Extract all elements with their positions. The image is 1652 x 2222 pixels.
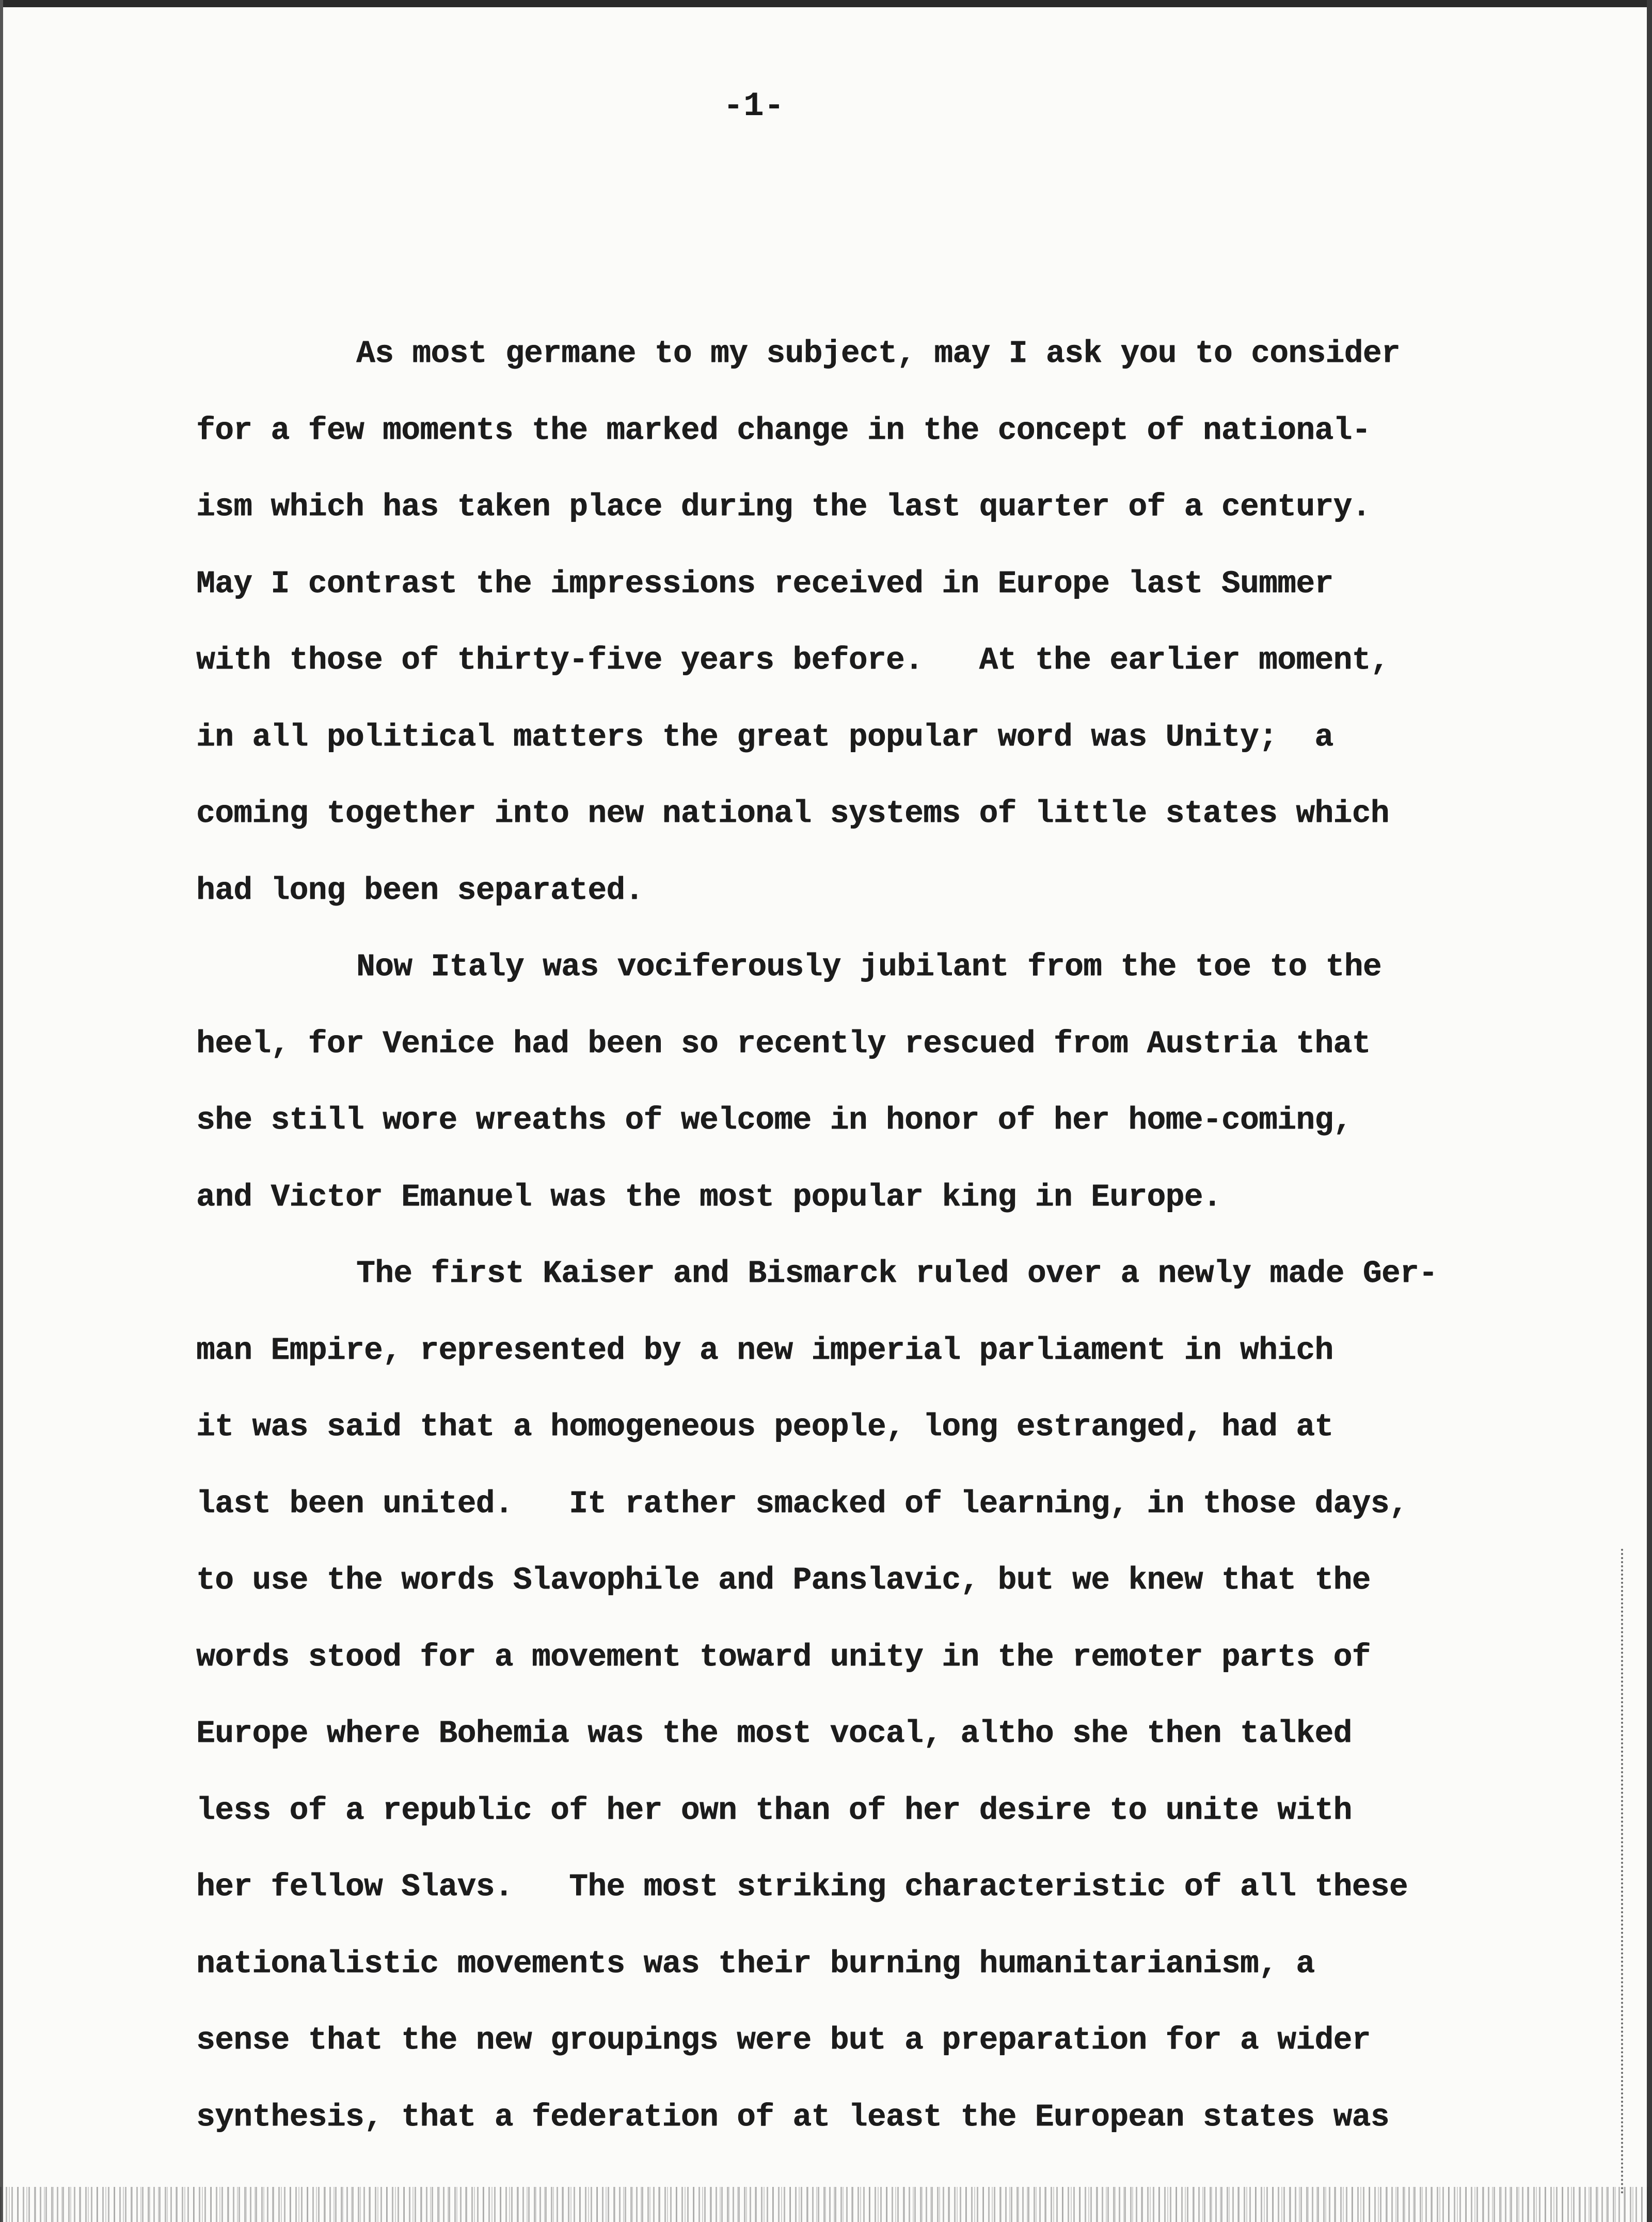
text-line: sense that the new groupings were but a preparation for a wider (196, 2023, 1371, 2058)
text-line: coming together into new national systems of little states which (196, 796, 1389, 832)
scan-edge-bottom (0, 2187, 1652, 2222)
text-line: Now Italy was vociferously jubilant from the toe to the (356, 949, 1381, 985)
text-line: ism which has taken place during the last quarter of a century. (196, 489, 1371, 525)
text-line: man Empire, represented by a new imperial parliament in which (196, 1332, 1333, 1369)
text-line: she still wore wreaths of welcome in honor of her home-coming, (196, 1103, 1352, 1138)
text-line: her fellow Slavs. The most striking characteristic of all these (196, 1869, 1408, 1905)
text-line: nationalistic movements was their burning humanitarianism, a (196, 1946, 1315, 1982)
scan-edge-right-dots (1621, 1549, 1625, 2194)
text-line: synthesis, that a federation of at least the European states was (196, 2099, 1389, 2135)
paragraph (196, 316, 1507, 929)
text-line: The first Kaiser and Bismarck ruled over a newly made Ger- (356, 1256, 1438, 1292)
text-line: in all political matters the great popular word was Unity; a (196, 719, 1333, 755)
text-line: heel, for Venice had been so recently rescued from Austria that (196, 1026, 1371, 1062)
text-line: it was said that a homogeneous people, long estranged, had at (196, 1409, 1333, 1445)
paragraph (196, 929, 1507, 1236)
text-line: and Victor Emanuel was the most popular king in Europe. (196, 1179, 1221, 1215)
text-line: May I contrast the impressions received in Europe last Summer (196, 566, 1333, 602)
scan-edge-left (0, 0, 3, 2222)
text-line: As most germane to my subject, may I ask you to consider (356, 336, 1400, 372)
text-line: Europe where Bohemia was the most vocal, altho she then talked (196, 1716, 1352, 1752)
page-number: -1- (723, 87, 785, 125)
text-line: words stood for a movement toward unity in the remoter parts of (196, 1639, 1371, 1675)
text-line: less of a republic of her own than of her desire to unite with (196, 1792, 1352, 1829)
text-line: had long been separated. (196, 872, 644, 909)
text-line: last been united. It rather smacked of learning, in those days, (196, 1486, 1408, 1522)
text-line: with those of thirty-five years before. At the earlier moment, (196, 643, 1389, 678)
body-text (196, 316, 1507, 2156)
text-line: to use the words Slavophile and Panslavic, but we knew that the (196, 1563, 1371, 1598)
scan-edge-right (1647, 0, 1652, 2222)
paragraph (196, 1236, 1507, 2156)
text-line: for a few moments the marked change in the concept of national- (196, 412, 1371, 449)
scan-edge-top (0, 0, 1652, 7)
